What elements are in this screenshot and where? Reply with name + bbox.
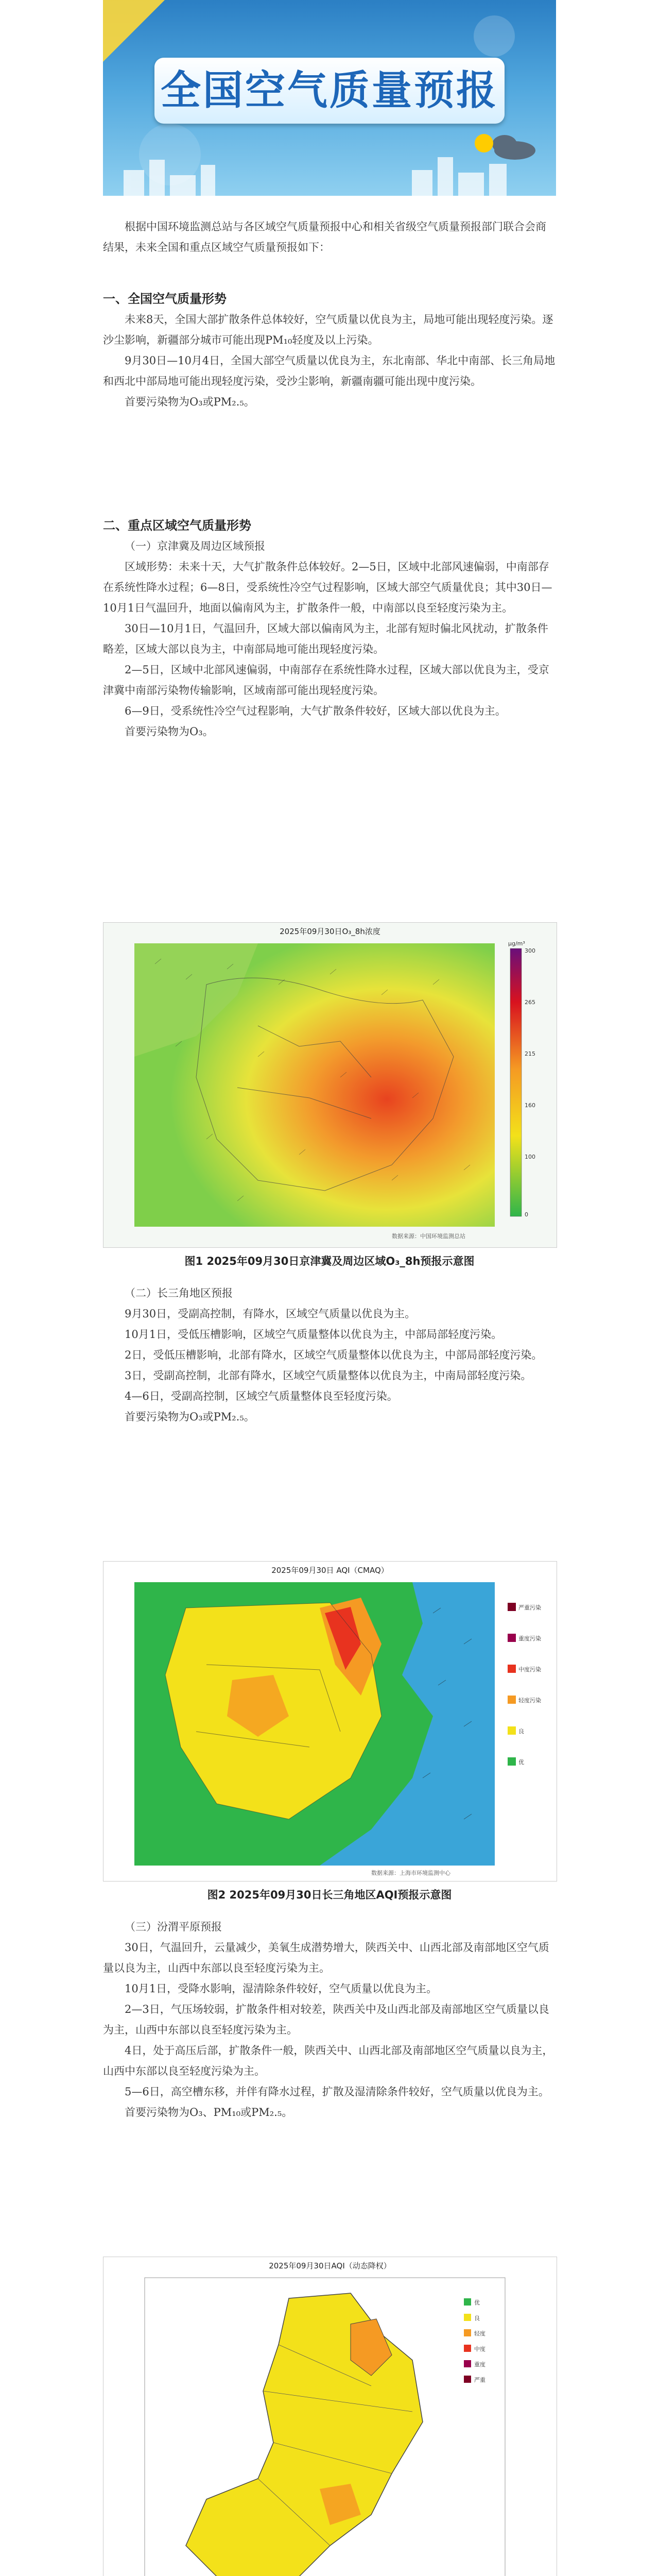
svg-text:265: 265 [525,999,535,1006]
figure-map-fenwei [103,2257,557,2576]
paragraph: 2—5日，区域中北部风速偏弱，中南部存在系统性降水过程，区域大部以优良为主，受京津冀中南部污染物传输影响，区域南部可能出现轻度污染。 [103,664,549,697]
subsection-heading: （三）汾渭平原预报 [125,1921,222,1933]
svg-text:160: 160 [525,1102,535,1109]
map-title: 2025年09月30日AQI（动态降权） [269,2261,391,2270]
intro-text: 根据中国环境监测总站与各区域空气质量预报中心和相关省级空气质量预报部门联合会商结果，未来全国和重点区域空气质量预报如下： [103,221,546,253]
svg-text:严重: 严重 [474,2377,485,2383]
svg-text:优: 优 [474,2299,480,2306]
subsection-heading: （二）长三角地区预报 [125,1287,233,1299]
section-regional [103,515,556,742]
paragraph: 9月30日，受副高控制，有降水，区域空气质量以优良为主。 [125,1308,416,1320]
paragraph: 2—3日，气压场较弱，扩散条件相对较差，陕西关中及山西北部及南部地区空气质量以良为主，山西中东部以良至轻度污染为主。 [103,2003,549,2036]
svg-text:300: 300 [525,947,535,954]
svg-text:轻度: 轻度 [474,2330,485,2337]
map-title: 2025年09月30日 AQI（CMAQ） [271,1566,389,1575]
cloud-icon [492,135,535,160]
svg-text:轻度污染: 轻度污染 [518,1697,541,1704]
paragraph: 首要污染物为O₃或PM₂.₅。 [125,1411,255,1423]
svg-text:良: 良 [518,1728,524,1735]
header-banner [103,0,556,196]
figure-map-yangtze [103,1561,557,1882]
svg-text:数据来源：上海市环境监测中心: 数据来源：上海市环境监测中心 [371,1870,450,1876]
subsection-heading: （一）京津冀及周边区域预报 [125,540,265,552]
paragraph: 30日—10月1日，气温回升，区域大部以偏南风为主，北部有短时偏北风扰动，扩散条件略差，区域大部以良为主，中南部局地可能出现轻度污染。 [103,622,548,655]
section-yangtze [103,1283,556,1427]
paragraph: 2日，受低压槽影响，北部有降水，区域空气质量整体以优良为主，中部局部轻度污染。 [125,1349,543,1361]
svg-text:100: 100 [525,1154,535,1160]
paragraph: 9月30日—10月4日，全国大部空气质量以优良为主，东北南部、华北中南部、长三角局地和西北中部局地可能出现轻度污染，受沙尘影响，新疆南疆可能出现中度污染。 [103,354,556,387]
svg-text:中度污染: 中度污染 [518,1666,541,1673]
paragraph: 5—6日，高空槽东移，并伴有降水过程，扩散及湿清除条件较好，空气质量以优良为主。 [125,2086,549,2098]
banner-title-box [154,58,505,124]
intro-block [103,216,556,258]
section-heading: 二、重点区域空气质量形势 [103,518,251,533]
paragraph: 10月1日，受降水影响，湿清除条件较好，空气质量以优良为主。 [125,1982,438,1995]
figure-caption: 图1 2025年09月30日京津冀及周边区域O₃_8h预报示意图 [184,1255,475,1267]
paragraph: 10月1日，受低压槽影响，区域空气质量整体以优良为主，中部局部轻度污染。 [125,1328,502,1341]
paragraph: 首要污染物为O₃、PM₁₀或PM₂.₅。 [125,2106,293,2119]
svg-text:优: 优 [518,1759,524,1766]
section-heading: 一、全国空气质量形势 [103,292,227,306]
legend-unit: μg/m³ [508,940,525,947]
figure-map-jingjinji [103,922,557,1248]
paragraph: 未来8天，全国大部扩散条件总体较好，空气质量以优良为主，局地可能出现轻度污染。逐沙尘影响，新疆部分城市可能出现PM₁₀轻度及以上污染。 [103,313,553,346]
paragraph: 区域形势：未来十天，大气扩散条件总体较好。2—5日，区域中北部风速偏弱，中南部存在系统性降水过程；6—8日，受系统性冷空气过程影响，区域大部空气质量优良；其中30日—10月1日气温回升，地面以偏南风为主，扩散条件一般，中南部以良至轻度污染为主。 [103,561,552,614]
paragraph: 6—9日，受系统性冷空气过程影响，大气扩散条件较好，区域大部以优良为主。 [125,705,506,717]
svg-text:0: 0 [525,1211,528,1218]
sun-icon [475,134,493,152]
paragraph: 首要污染物为O₃。 [125,725,214,738]
svg-text:数据来源：中国环境监测总站: 数据来源：中国环境监测总站 [392,1233,465,1240]
legend [508,1603,541,1766]
paragraph: 3日，受副高控制，北部有降水，区域空气质量整体以优良为主，中南局部轻度污染。 [125,1369,532,1382]
section-national [103,289,556,412]
svg-text:良: 良 [474,2315,480,2321]
paragraph: 首要污染物为O₃或PM₂.₅。 [125,396,255,408]
section-fenwei [103,1917,556,2123]
svg-text:215: 215 [525,1050,535,1057]
svg-text:严重污染: 严重污染 [518,1604,541,1611]
svg-text:重度污染: 重度污染 [518,1635,541,1642]
paragraph: 30日，气温回升，云量减少，美氧生成潜势增大，陕西关中、山西北部及南部地区空气质量以良为主，山西中东部以良至轻度污染为主。 [103,1941,549,1974]
paragraph: 4—6日，受副高控制，区域空气质量整体良至轻度污染。 [125,1390,398,1402]
map-title: 2025年09月30日O₃_8h浓度 [280,927,380,936]
banner-title: 全国空气质量预报 [160,67,498,114]
figure-caption: 图2 2025年09月30日长三角地区AQI预报示意图 [207,1889,452,1901]
svg-text:重度: 重度 [474,2361,485,2368]
svg-text:中度: 中度 [474,2346,485,2352]
paragraph: 4日，处于高压后部，扩散条件一般，陕西关中、山西北部及南部地区空气质量以良为主，山西中东部以良至轻度污染为主。 [103,2044,553,2077]
